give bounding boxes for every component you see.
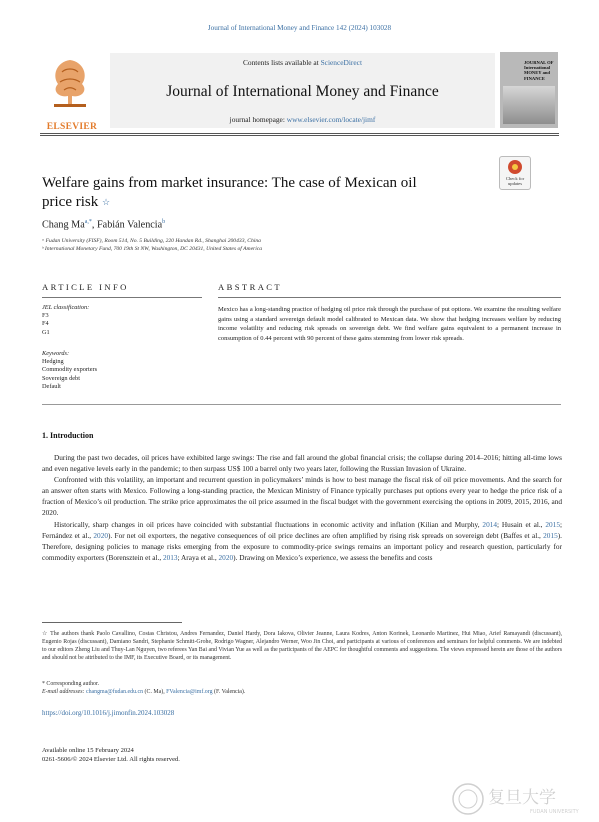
text-run: ; Husain et al.,: [497, 519, 546, 529]
author-name[interactable]: Chang Ma: [42, 219, 85, 231]
affiliation-a: ᵃ Fudan University (FISF), Room 514, No. 5 Building, 220 Handan Rd., Shanghai 200433, China: [42, 238, 261, 244]
journal-homepage: [110, 115, 495, 124]
homepage-prefix: journal homepage:: [229, 115, 287, 124]
header-rule-double: [40, 135, 559, 136]
cover-artwork: [503, 86, 555, 124]
citation-link[interactable]: 2020: [93, 530, 108, 540]
text-run: ; Araya et al.,: [177, 552, 219, 562]
jel-block: [42, 304, 89, 337]
citation-link[interactable]: 2014: [482, 519, 498, 529]
keyword: Sovereign debt: [42, 374, 80, 382]
article-info-rule: [42, 297, 202, 298]
footnote-emails: [42, 688, 562, 696]
intro-body: [42, 452, 562, 563]
sciencedirect-link[interactable]: ScienceDirect: [320, 58, 363, 67]
author-affil-marker[interactable]: a,*: [84, 219, 92, 225]
journal-title: Journal of International Money and Finance: [166, 83, 439, 100]
email-link[interactable]: changma@fudan.edu.cn: [85, 689, 144, 695]
keyword: Commodity exporters: [42, 366, 98, 374]
keyword: Default: [42, 382, 61, 390]
elsevier-wordmark: ELSEVIER: [46, 122, 98, 132]
elsevier-logo[interactable]: [40, 50, 100, 128]
section-heading-introduction: 1. Introduction: [42, 431, 94, 440]
abstract-heading: ABSTRACT: [218, 282, 283, 292]
header-rule: [40, 133, 559, 134]
check-for-updates-button[interactable]: [499, 156, 531, 190]
check-updates-label: Check for updates: [505, 176, 525, 186]
journal-cover-image: [500, 52, 558, 128]
footnote-thanks: ☆ The authors thank Paolo Cavallino, Costas Christou, Andres Fernandez, Daniel Hardy, Dora Iakova, Olivier Jeanne, Laura Kodres, Anton Korinek, Leonardo Martinez, Hui Miao, Arief Ramayandi (discussant), Eugenio Rojas (discussant), Damiano Sandri, Stephanie Schmitt-Grohe, Rodrigo Wagner, Alejandro Werner, Woo Jin Choi, and participants at various of conferences and seminars for helpful comments. We are indebted to our editors Zheng Liu and Thuy-Lan Nguyen, two referees Yan Bai and Vivian Yue as well as the participants of the AEPC for thoughtful comments and suggestions. The views expressed herein are those of the authors and should not be attributed to the IMF, its Executive Board, or its management.: [42, 631, 562, 662]
fudan-watermark-logo: [452, 781, 592, 817]
email-link[interactable]: FValencia@imf.org: [166, 689, 213, 695]
svg-text:复旦大学: 复旦大学: [488, 788, 556, 808]
paragraph: During the past two decades, oil prices have exhibited large swings: The rise and fall around the global financial crisis; the collapse during 2014–2016; hitting all-time lows and even negative levels early in the pandemic; to then surpass US$ 100 a barrel only two years later, following the Russian Invasion of Ukraine.: [42, 453, 562, 474]
jel-code: F4: [42, 320, 49, 328]
jel-code: F3: [42, 312, 49, 320]
citation-link[interactable]: 2013: [162, 552, 178, 562]
doi-link[interactable]: https://doi.org/10.1016/j.jimonfin.2024.103028: [42, 709, 175, 717]
keyword: Hedging: [42, 358, 64, 366]
author-separator: ,: [91, 219, 97, 231]
homepage-link[interactable]: www.elsevier.com/locate/jimf: [286, 115, 376, 124]
text-run: ). For net oil exporters, the negative consequences of oil price declines are often amplified by rising risk spreads on sovereign debt (Baffes et al.,: [107, 530, 544, 540]
keywords-label: Keywords:: [42, 350, 70, 357]
contents-prefix: Contents lists available at: [242, 58, 321, 67]
citation-link[interactable]: 2020: [218, 552, 234, 562]
author-name[interactable]: Fabián Valencia: [97, 219, 163, 231]
article-info-heading: ARTICLE INFO: [42, 282, 129, 292]
jel-code: G1: [42, 328, 50, 336]
email-owner: (F. Valencia).: [212, 689, 246, 695]
copyright-line: 0261-5606/© 2024 Elsevier Ltd. All rights reserved.: [42, 756, 180, 763]
text-run: ; Fernández et al.,: [42, 519, 562, 540]
check-updates-icon: [508, 160, 522, 174]
title-line-1: Welfare gains from market insurance: The case of Mexican oil: [42, 175, 417, 191]
title-footnote-star[interactable]: ☆: [101, 197, 111, 207]
text-run: ). Therefore, designing policies to manage risks emerging from the exposure to commodity-price swings remains an important policy and research question, particularly for commodity exporters (Borensztein et al.,: [42, 530, 562, 562]
title-line-2: price risk: [42, 194, 99, 210]
author-list: [42, 219, 165, 230]
cover-title: JOURNAL OF International MONEY and FINANCE: [524, 60, 554, 81]
article-title: [42, 174, 492, 212]
jel-label: JEL classification:: [42, 304, 90, 311]
elsevier-tree-icon: [46, 52, 94, 110]
abstract-text: Mexico has a long-standing practice of hedging oil price risk through the purchase of put options. We examine the resulting welfare gains using a standard sovereign default model calibrated to Mexican data. We show that hedging increases welfare by reducing income volatility and reducing risk spreads on sovereign debt. We find welfare gains equivalent to a permanent increase in consumption of 0.44 percent with 90 percent of these gains stemming from lower risk spreads.: [218, 306, 561, 342]
footnote-corresponding: * Corresponding author.: [42, 681, 100, 687]
author-affil-marker[interactable]: b: [162, 219, 166, 225]
contents-line: [110, 58, 495, 67]
paragraph: Confronted with this volatility, an important and recurrent question in policymakers’ minds is how to best manage the fiscal risk of oil price movements. And the search for an answer often starts with Mexico. Following a long-standing practice, the Mexican Ministry of Finance typically purchases put options every year to hedge the price risk of a fraction of Mexico’s oil production. The strike price approximates the oil price assumed in the fiscal budget with the government exercising the options in 2009, 2015, 2016, and 2020.: [42, 475, 562, 518]
availability-info: [42, 746, 180, 764]
footnote-rule: [42, 622, 182, 623]
email-owner: (C. Ma),: [143, 689, 167, 695]
abstract-rule: [218, 297, 561, 298]
citation-link[interactable]: 2015: [545, 519, 560, 529]
running-head: Journal of International Money and Finance 142 (2024) 103028: [207, 24, 392, 32]
text-run: Historically, sharp changes in oil prices have coincided with substantial fluctuations in economic activity and inflation (Kilian and Murphy,: [54, 519, 483, 529]
paragraph: [42, 519, 562, 563]
frontmatter-end-rule: [42, 404, 561, 405]
citation-link[interactable]: 2015: [543, 530, 558, 540]
available-online: Available online 15 February 2024: [42, 747, 134, 754]
svg-text:FUDAN UNIVERSITY: FUDAN UNIVERSITY: [530, 809, 579, 815]
keywords-block: [42, 350, 97, 391]
journal-header: [110, 53, 495, 128]
text-run: ). Drawing on Mexico’s experience, we assess the benefits and costs: [233, 552, 433, 562]
email-label: E-mail addresses:: [42, 689, 86, 695]
affiliation-b: ᵇ International Monetary Fund, 700 19th St NW, Washington, DC 20431, United States of America: [42, 246, 263, 252]
